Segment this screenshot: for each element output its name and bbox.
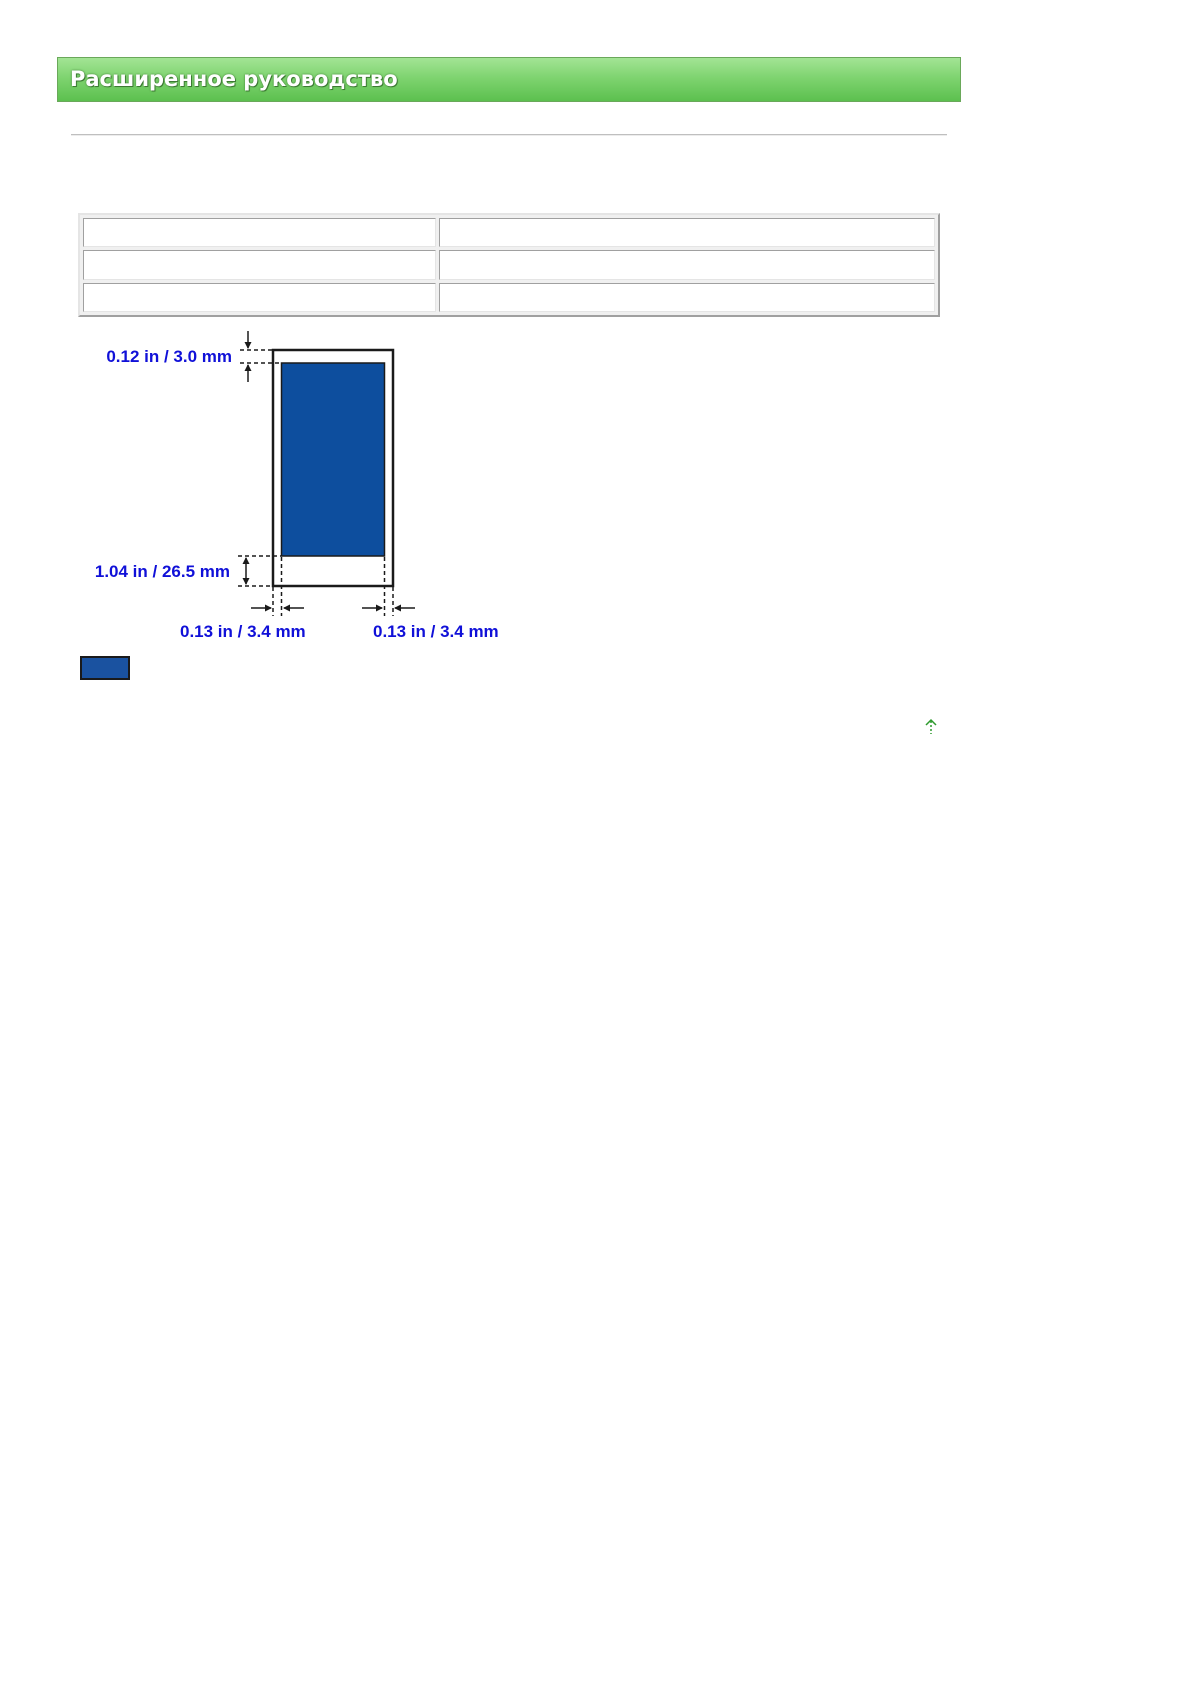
table-row: [83, 250, 935, 279]
header-divider: [71, 134, 947, 136]
printable-area: [282, 363, 385, 556]
top-margin-label: 0.12 in / 3.0 mm: [106, 347, 232, 366]
table-cell: [439, 218, 935, 247]
left-margin-label: 0.13 in / 3.4 mm: [180, 622, 306, 641]
spec-table: [78, 213, 940, 317]
printable-area-legend-swatch: [80, 656, 130, 680]
arrow-up-icon: [922, 718, 940, 736]
printable-area-diagram: [72, 330, 532, 650]
table-cell: [439, 283, 935, 312]
back-to-top-link[interactable]: [922, 718, 940, 736]
bottom-margin-label: 1.04 in / 26.5 mm: [94, 562, 230, 581]
table-row: [83, 283, 935, 312]
table-cell: [83, 283, 436, 312]
table-cell: [439, 250, 935, 279]
table-row: [83, 218, 935, 247]
right-margin-label: 0.13 in / 3.4 mm: [373, 622, 499, 641]
table-cell: [83, 218, 436, 247]
header-banner: [57, 57, 961, 102]
page-title: Расширенное руководство: [70, 67, 398, 91]
table-cell: [83, 250, 436, 279]
